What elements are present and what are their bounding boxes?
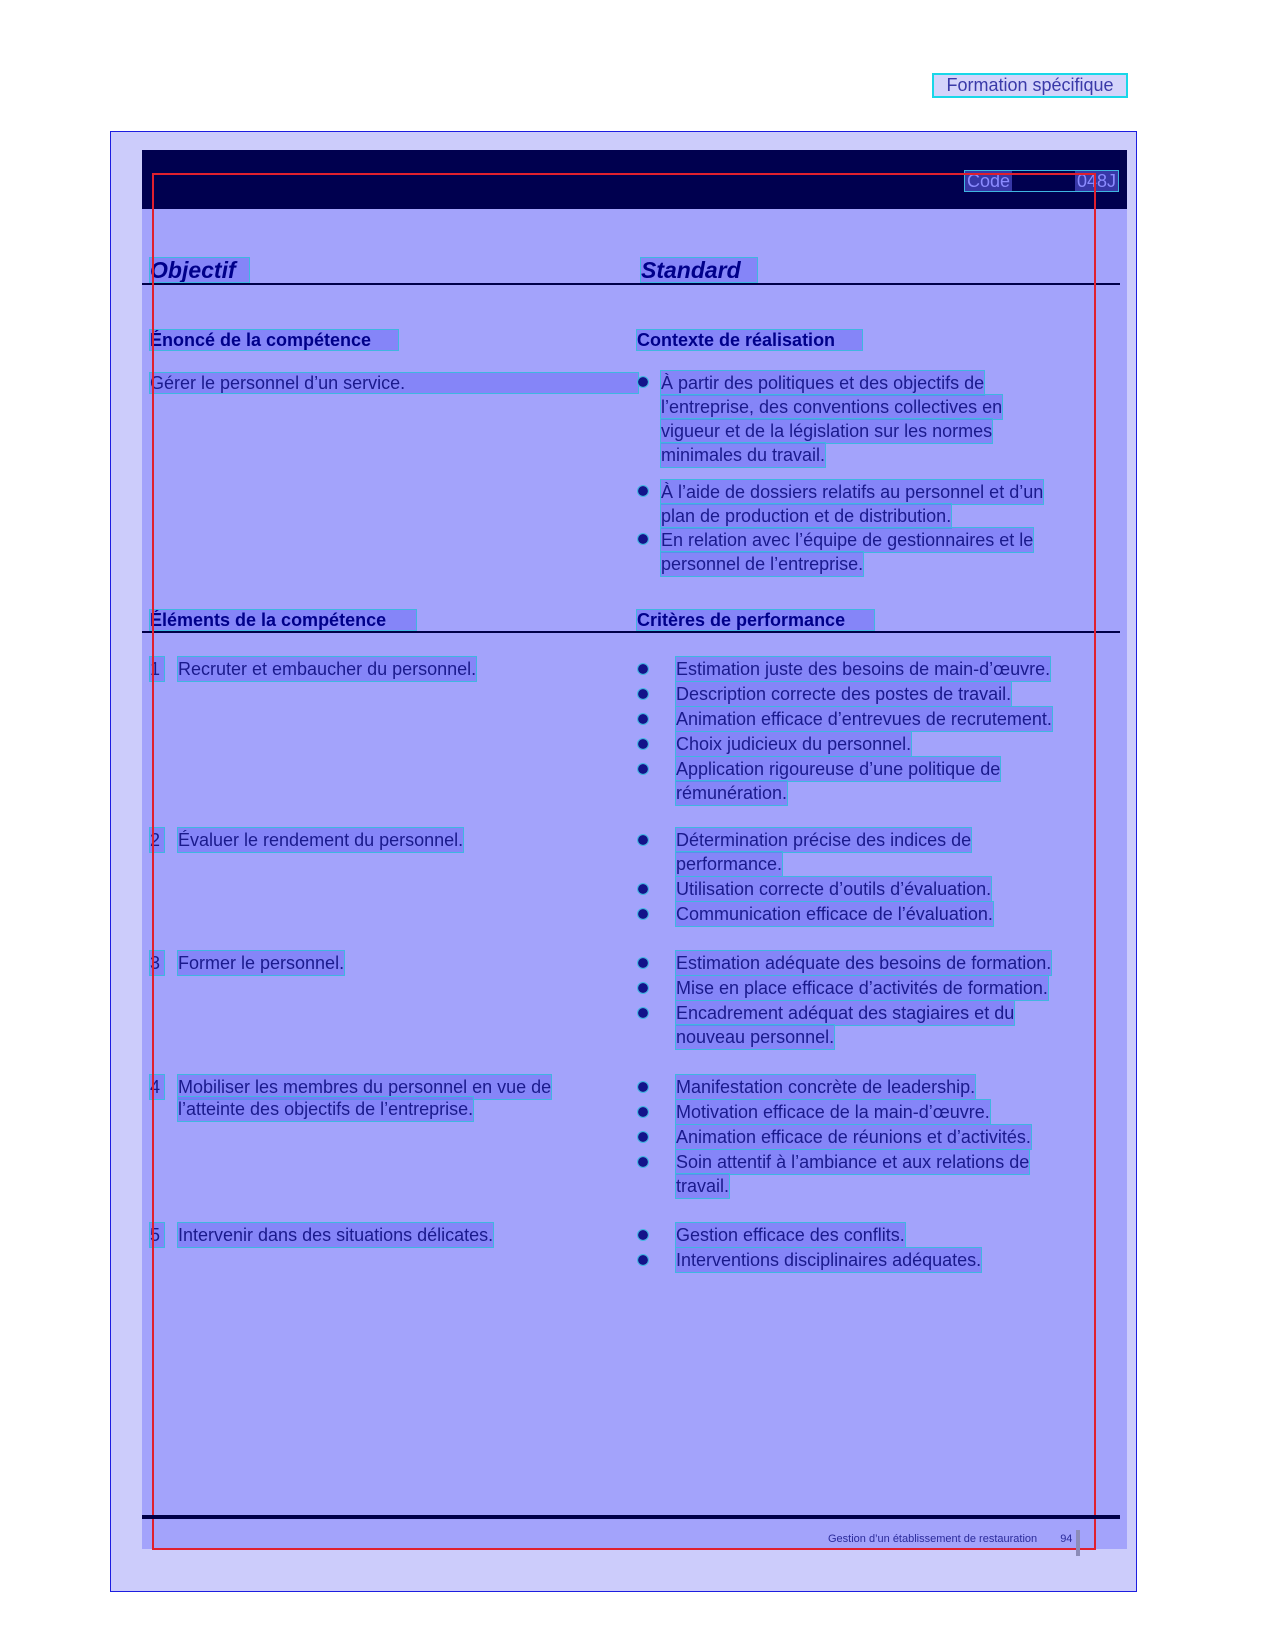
footer-title: Gestion d’un établissement de restauration — [828, 1533, 1038, 1545]
criterion-line: Motivation efficace de la main-d’œuvre. — [676, 1102, 990, 1122]
criterion-line: Utilisation correcte d’outils d’évaluation. — [676, 879, 992, 899]
contexte-line: minimales du travail. — [661, 445, 826, 465]
bullet-dot — [638, 534, 648, 544]
element-text: Évaluer le rendement du personnel. — [178, 830, 464, 850]
criterion-line: Choix judicieux du personnel. — [676, 734, 912, 754]
criterion-line: performance. — [676, 854, 783, 874]
bullet-dot — [638, 664, 648, 674]
heading-rule — [142, 283, 1120, 285]
element-text: Mobiliser les membres du personnel en vue de — [178, 1077, 552, 1097]
criterion-line: Soin attentif à l’ambiance et aux relations de — [676, 1152, 1030, 1172]
bullet-dot — [638, 909, 648, 919]
bullet-dot — [638, 835, 648, 845]
bullet-dot — [638, 714, 648, 724]
bullet-dot — [638, 983, 648, 993]
criterion-line: rémunération. — [676, 783, 788, 803]
criterion-line: Description correcte des postes de travail. — [676, 684, 1012, 704]
element-number: 4 — [150, 1075, 164, 1099]
element-number: 1 — [150, 657, 164, 681]
element-text: Intervenir dans des situations délicates. — [178, 1225, 494, 1245]
criterion-line: Estimation adéquate des besoins de formation. — [676, 953, 1052, 973]
code-label: Code — [967, 171, 1011, 191]
contexte-line: À partir des politiques et des objectifs de — [661, 373, 985, 393]
criterion-line: Communication efficace de l’évaluation. — [676, 904, 993, 924]
page-tick — [1076, 1530, 1080, 1556]
element-text: l’atteinte des objectifs de l’entreprise. — [178, 1099, 474, 1119]
footer-rule — [142, 1515, 1120, 1519]
contexte-line: À l’aide de dossiers relatifs au personnel et d’un — [661, 482, 1044, 502]
elements-title: Éléments de la compétence — [150, 610, 416, 630]
element-text: Former le personnel. — [178, 953, 345, 973]
contexte-line: vigueur et de la législation sur les normes — [661, 421, 993, 441]
criteres-title: Critères de performance — [637, 610, 874, 630]
program-code — [965, 171, 1118, 191]
criterion-line: Gestion efficace des conflits. — [676, 1225, 905, 1245]
running-head: Formation spécifique — [934, 75, 1126, 96]
criterion-line: Mise en place efficace d’activités de formation. — [676, 978, 1048, 998]
criterion-line: nouveau personnel. — [676, 1027, 835, 1047]
element-number: 2 — [150, 828, 164, 852]
contexte-line: personnel de l’entreprise. — [661, 554, 864, 574]
bullet-dot — [638, 1157, 648, 1167]
criterion-line: Animation efficace d’entrevues de recrutement. — [676, 709, 1052, 729]
bullet-dot — [638, 764, 648, 774]
bullet-dot — [638, 486, 648, 496]
enonce-text: Gérer le personnel d’un service. — [150, 373, 638, 393]
code-value: 048J — [1076, 171, 1116, 191]
contexte-line: l’entreprise, des conventions collectives en — [661, 397, 1003, 417]
criterion-line: Interventions disciplinaires adéquates. — [676, 1250, 982, 1270]
standard-heading: Standard — [641, 258, 757, 282]
bullet-dot — [638, 1008, 648, 1018]
contexte-title: Contexte de réalisation — [637, 330, 862, 350]
criterion-line: Estimation juste des besoins de main-d’œuvre. — [676, 659, 1051, 679]
element-number: 5 — [150, 1223, 164, 1247]
criterion-line: Application rigoureuse d’une politique de — [676, 759, 1001, 779]
footer-text — [828, 1533, 1073, 1546]
bullet-dot — [638, 739, 648, 749]
bullet-dot — [638, 689, 648, 699]
enonce-title: Énoncé de la compétence — [150, 330, 398, 350]
objectif-heading: Objectif — [150, 258, 249, 282]
criterion-line: Détermination précise des indices de — [676, 830, 972, 850]
criterion-line: Animation efficace de réunions et d’activités. — [676, 1127, 1031, 1147]
page-number: 94 — [1060, 1533, 1073, 1545]
contexte-line: En relation avec l’équipe de gestionnaires et le — [661, 530, 1034, 550]
bullet-dot — [638, 1082, 648, 1092]
bullet-dot — [638, 958, 648, 968]
criterion-line: Encadrement adéquat des stagiaires et du — [676, 1003, 1015, 1023]
bullet-dot — [638, 1255, 648, 1265]
contexte-line: plan de production et de distribution. — [661, 506, 952, 526]
bullet-dot — [638, 377, 648, 387]
bullet-dot — [638, 884, 648, 894]
element-number: 3 — [150, 951, 164, 975]
bullet-dot — [638, 1132, 648, 1142]
bullet-dot — [638, 1230, 648, 1240]
bullet-dot — [638, 1107, 648, 1117]
elements-rule — [142, 631, 1120, 633]
criterion-line: Manifestation concrète de leadership. — [676, 1077, 976, 1097]
criterion-line: travail. — [676, 1176, 730, 1196]
element-text: Recruter et embaucher du personnel. — [178, 659, 477, 679]
